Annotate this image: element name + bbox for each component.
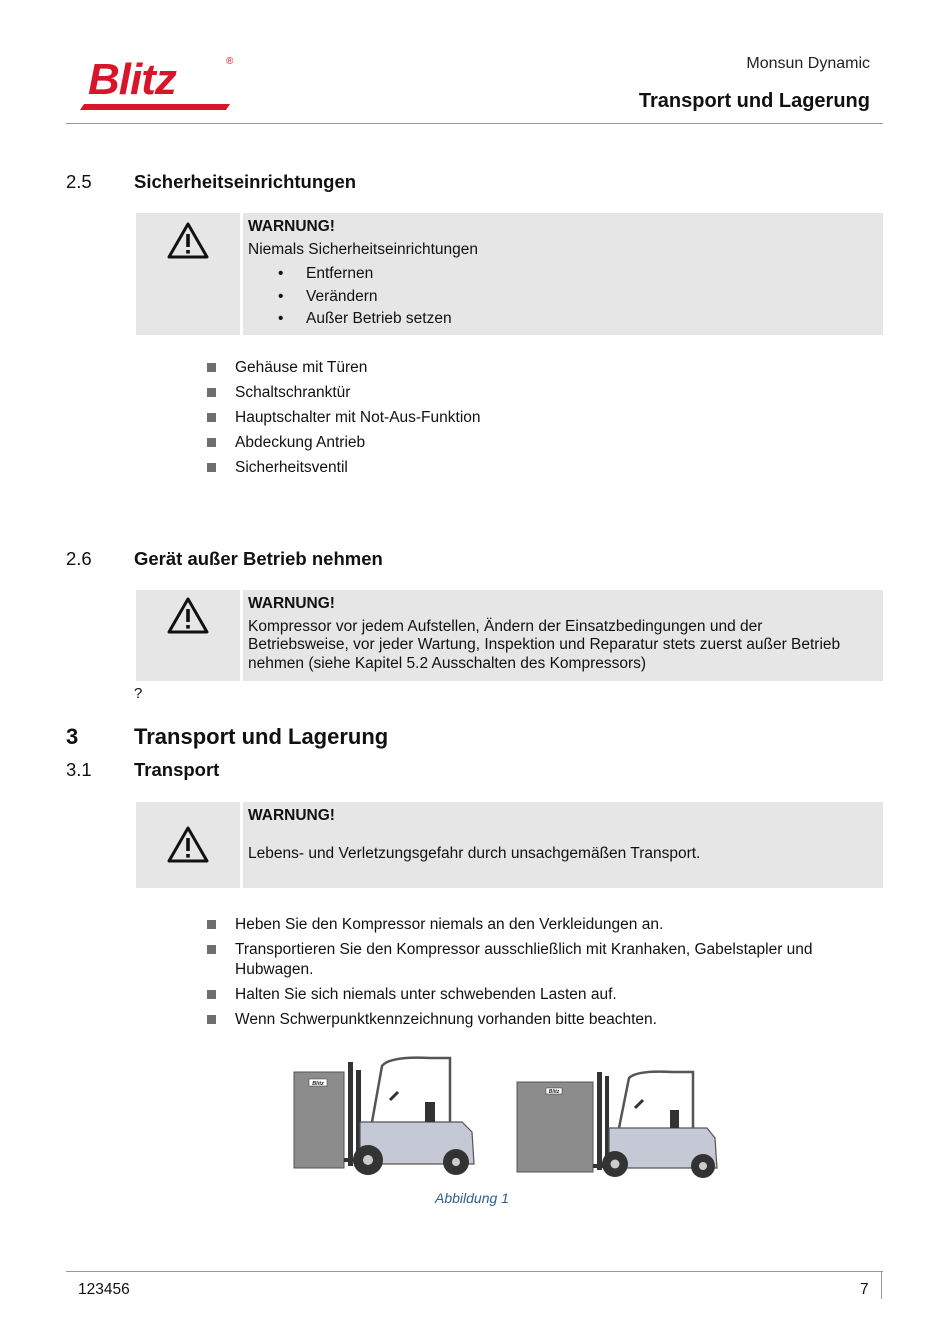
warning-box-3-1 (136, 802, 883, 888)
warning-text: Niemals Sicherheitseinrichtungen (248, 240, 479, 258)
warning-box-2-6 (136, 590, 883, 681)
warning-list (248, 263, 867, 331)
section-2-5-title: Sicherheitseinrichtungen (134, 171, 357, 192)
chapter-3-title: Transport und Lagerung (134, 724, 389, 749)
header-product: Monsun Dynamic (746, 55, 870, 72)
warning-text: Kompressor vor jedem Aufstellen, Ändern der Einsatzbedingungen und der Betriebsweise, vor jeder Wartung, Inspektion und Reparatur stets zuerst außer Betrieb nehmen (siehe Kapitel 5.2 Ausschalten des Kompressors) (248, 617, 841, 672)
warning-text: Lebens- und Verletzungsgefahr durch unsachgemäßen Transport. (248, 844, 701, 862)
footer-rule (66, 1271, 883, 1272)
list-item: Gehäuse mit Türen (207, 358, 847, 378)
transport-list (207, 915, 847, 1035)
safety-devices-list (207, 358, 847, 483)
list-item: Sicherheitsventil (207, 458, 847, 478)
list-item: Wenn Schwerpunktkennzeichnung vorhanden bitte beachten. (207, 1010, 847, 1030)
warning-heading: WARNUNG! (248, 218, 335, 235)
list-item: Halten Sie sich niemals unter schwebenden Lasten auf. (207, 985, 847, 1005)
section-2-6-title: Gerät außer Betrieb nehmen (134, 548, 383, 569)
warning-list-item: • Entfernen (248, 263, 867, 286)
warning-heading: WARNUNG! (248, 807, 335, 824)
header-rule (66, 123, 883, 124)
warning-triangle-icon (166, 221, 210, 261)
header-title: Transport und Lagerung (638, 90, 870, 112)
list-item: Abdeckung Antrieb (207, 433, 847, 453)
list-item: Transportieren Sie den Kompressor ausschließlich mit Kranhaken, Gabelstapler und Hubwagen. (207, 940, 847, 980)
list-item: Heben Sie den Kompressor niemals an den Verkleidungen an. (207, 915, 847, 935)
list-item: Hauptschalter mit Not-Aus-Funktion (207, 408, 847, 428)
footer-vertical-rule (881, 1271, 882, 1299)
warning-box-2-5 (136, 213, 883, 335)
page-number: 7 (860, 1281, 869, 1298)
warning-triangle-icon (166, 825, 210, 865)
section-3-1-number: 3.1 (66, 759, 92, 780)
svg-text:®: ® (226, 56, 234, 67)
figure-label: Blitz (312, 1081, 324, 1087)
footer-doc-number: 123456 (78, 1281, 130, 1298)
chapter-3-number: 3 (66, 724, 79, 749)
section-3-1-title: Transport (134, 759, 220, 780)
warning-triangle-icon (166, 596, 210, 636)
list-item: Schaltschranktür (207, 383, 847, 403)
svg-text:Blitz: Blitz (88, 55, 176, 104)
warning-list-item: • Außer Betrieb setzen (248, 308, 867, 331)
section-2-5-number: 2.5 (66, 171, 92, 192)
stray-character: ? (134, 685, 143, 702)
forklift-illustration-left (290, 1052, 480, 1178)
warning-list-item: • Verändern (248, 286, 867, 309)
section-2-6-number: 2.6 (66, 548, 92, 569)
figure-label: Blitz (548, 1089, 560, 1095)
forklift-illustration-right (515, 1068, 725, 1180)
figure-caption: Abbildung 1 (435, 1190, 509, 1206)
blitz-logo (80, 52, 240, 114)
warning-heading: WARNUNG! (248, 595, 335, 612)
